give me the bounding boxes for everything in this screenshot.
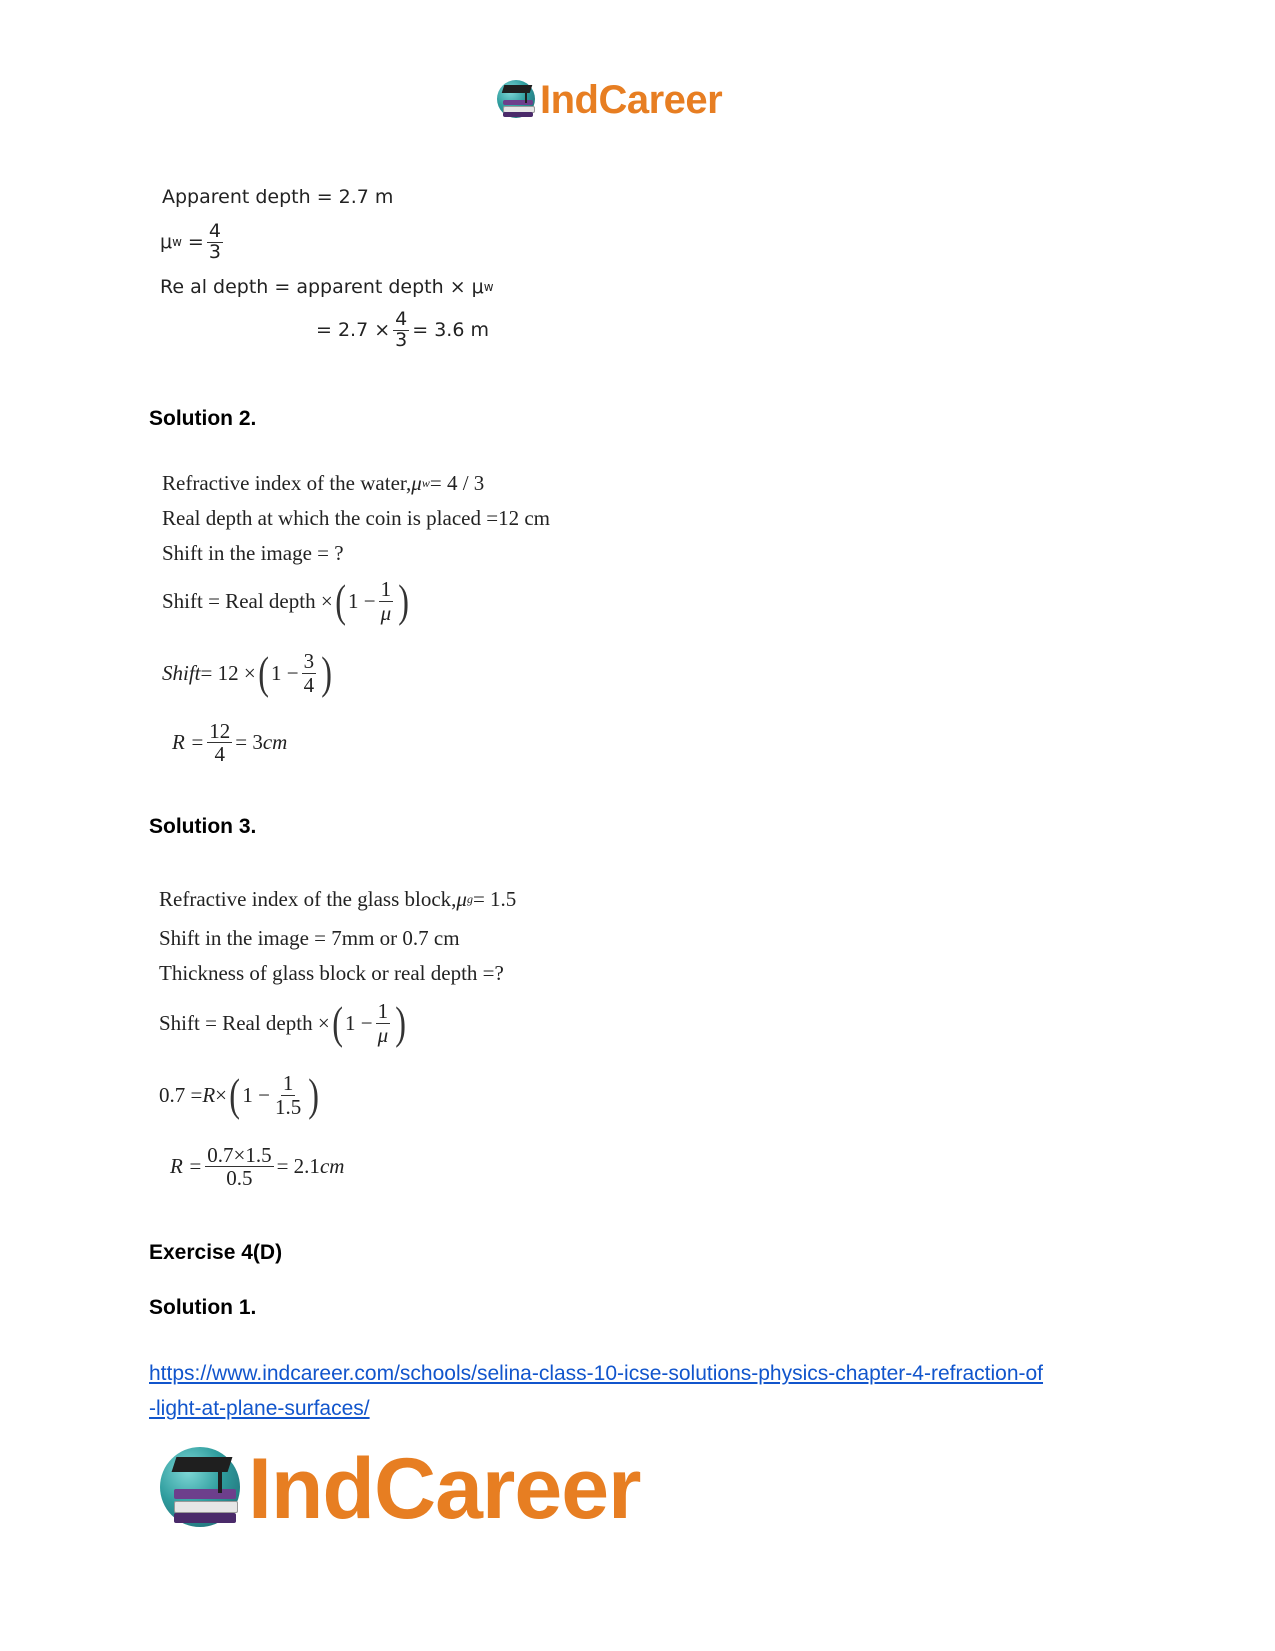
solution-2-heading: Solution 2. bbox=[149, 407, 257, 430]
equation-s2-real-depth: Real depth at which the coin is placed =12 cm bbox=[162, 506, 550, 530]
graduation-globe-icon bbox=[497, 80, 537, 120]
equation-s2-shift-formula: Shift = Real depth × ( 1 − $\frac{1}{\mu}$ ) bbox=[162, 575, 410, 626]
indcareer-logo-top bbox=[497, 80, 722, 120]
equation-apparent-depth: Apparent depth = 2.7 m bbox=[162, 186, 394, 208]
equation-real-depth: Re al depth = apparent depth × μ w bbox=[160, 276, 494, 298]
equation-s3-result: R = $\frac{0.7\times 1.5}{0.5}$ = 2.1 cm bbox=[170, 1143, 345, 1191]
equation-real-depth-value: = 2.7 × $\frac{4}{3}$ = 3.6 m bbox=[316, 308, 489, 351]
equation-s3-shift-formula: Shift = Real depth × ( 1 − $\frac{1}{\mu}$ ) bbox=[159, 997, 407, 1048]
indcareer-logo-bottom bbox=[160, 1441, 641, 1537]
exercise-heading: Exercise 4(D) bbox=[149, 1241, 283, 1264]
logo-wordmark: IndCareer bbox=[248, 1441, 641, 1537]
equation-mu-water: μ w = $\frac{4}{3}$ bbox=[160, 220, 221, 263]
equation-s3-refractive-index: Refractive index of the glass block, μ g = 1.5 bbox=[159, 887, 517, 911]
equation-s2-result: R = $\frac{12}{4}$ = 3 cm bbox=[172, 719, 288, 767]
source-link-line-1[interactable]: https://www.indcareer.com/schools/selina-class-10-icse-solutions-physics-chapter-4-refraction-of bbox=[149, 1362, 1044, 1385]
solution-1-heading: Solution 1. bbox=[149, 1296, 257, 1319]
logo-wordmark: IndCareer bbox=[540, 78, 723, 122]
equation-s2-refractive-index: Refractive index of the water, μ w = 4 / 3 bbox=[162, 471, 485, 495]
equation-s3-shift: Shift in the image = 7mm or 0.7 cm bbox=[159, 926, 460, 950]
equation-s2-shift-substitution: Shift = 12 × ( 1 − $\frac{3}{4}$ ) bbox=[162, 647, 333, 698]
equation-s3-shift-substitution: 0.7 = R × ( 1 − $\frac{1}{1.5}$ ) bbox=[159, 1069, 320, 1120]
equation-s2-shift-unknown: Shift in the image = ? bbox=[162, 541, 344, 565]
solution-3-heading: Solution 3. bbox=[149, 815, 257, 838]
source-link-line-2[interactable]: -light-at-plane-surfaces/ bbox=[149, 1397, 370, 1420]
equation-s3-thickness-unknown: Thickness of glass block or real depth =? bbox=[159, 961, 504, 985]
graduation-globe-icon bbox=[160, 1447, 244, 1531]
